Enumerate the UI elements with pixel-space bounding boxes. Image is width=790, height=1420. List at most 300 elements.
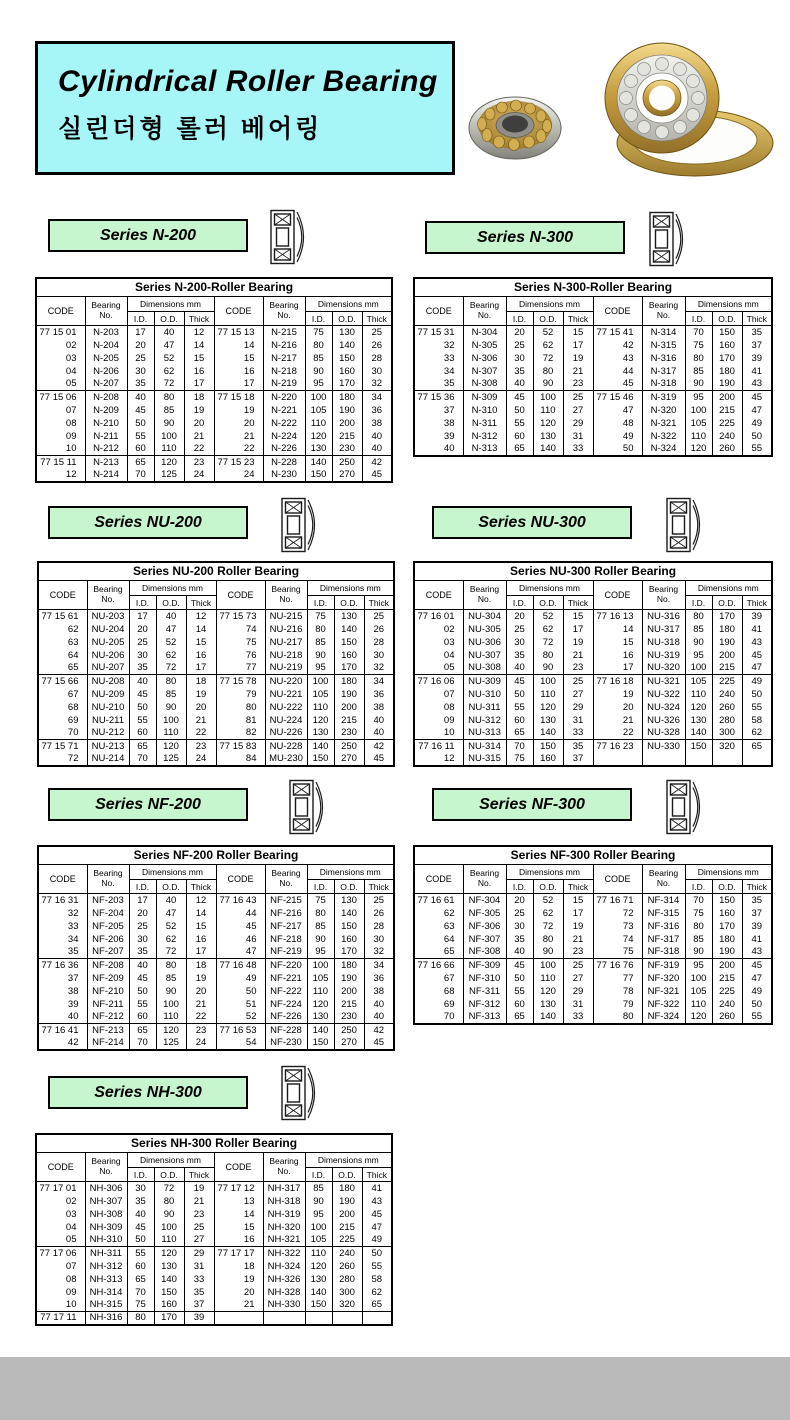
id-cell: 25: [129, 636, 156, 649]
bearing-no-cell: NH-313: [85, 1273, 127, 1286]
bearing-no-cell: NU-319: [642, 649, 685, 662]
table-series-nf200: [37, 845, 393, 1051]
id-cell: 55: [506, 417, 533, 430]
id-cell: 65: [129, 1024, 156, 1037]
thick-cell: 42: [364, 740, 394, 753]
code-cell: 12: [414, 753, 463, 766]
thick-cell: 21: [186, 714, 216, 727]
code-cell: 04: [414, 649, 463, 662]
code-cell: 75: [593, 946, 642, 959]
od-cell: 150: [334, 920, 364, 933]
bearing-no-cell: NU-203: [87, 610, 129, 623]
bearing-no-cell: NU-226: [265, 727, 307, 740]
bearing-no-cell: N-219: [263, 378, 305, 391]
table-title: Series NF-200 Roller Bearing: [38, 846, 394, 865]
od-cell: 170: [334, 946, 364, 959]
thick-cell: 49: [742, 985, 772, 998]
bearing-no-header: Bearing No.: [263, 297, 305, 326]
code-cell: 07: [414, 688, 463, 701]
od-cell: 110: [533, 688, 563, 701]
id-cell: 105: [307, 688, 334, 701]
dimensions-header: Dimensions mm: [127, 297, 214, 312]
code-cell: 70: [414, 1011, 463, 1024]
code-cell: 17: [593, 662, 642, 675]
bearing-no-cell: NF-322: [642, 998, 685, 1011]
bearing-no-cell: NH-317: [263, 1182, 305, 1195]
bearing-no-cell: NF-314: [642, 894, 685, 907]
od-cell: 85: [154, 404, 184, 417]
od-cell: 170: [712, 352, 742, 365]
thick-cell: 43: [742, 378, 772, 391]
thick-cell: 23: [563, 946, 593, 959]
bearing-no-header: Bearing No.: [265, 865, 307, 894]
id-cell: [305, 1312, 332, 1325]
id-cell: 55: [127, 430, 154, 443]
code-cell: 67: [414, 972, 463, 985]
code-cell: 20: [214, 1286, 263, 1299]
id-cell: 150: [307, 1037, 334, 1050]
code-cell: 68: [414, 985, 463, 998]
od-cell: 215: [334, 714, 364, 727]
bearing-no-cell: NU-211: [87, 714, 129, 727]
bearing-no-cell: NF-207: [87, 946, 129, 959]
series-header-n200: [48, 219, 248, 252]
code-cell: 15: [593, 636, 642, 649]
bearing-no-cell: NF-212: [87, 1011, 129, 1024]
bearing-no-cell: NU-316: [642, 610, 685, 623]
od-cell: 90: [154, 417, 184, 430]
bearing-no-cell: N-304: [463, 326, 506, 339]
code-header: CODE: [216, 581, 265, 610]
id-cell: 105: [685, 417, 712, 430]
table-row: [38, 998, 394, 1011]
id-cell: 140: [685, 727, 712, 740]
od-cell: 150: [154, 1286, 184, 1299]
thick-cell: 29: [563, 701, 593, 714]
thick-cell: 20: [186, 701, 216, 714]
thick-cell: 27: [563, 972, 593, 985]
id-cell: 95: [685, 391, 712, 404]
id-cell: 110: [685, 998, 712, 1011]
table-row: [38, 753, 394, 766]
code-cell: 45: [593, 378, 642, 391]
id-cell: 45: [506, 959, 533, 972]
id-cell: 45: [129, 972, 156, 985]
id-cell: 80: [307, 907, 334, 920]
bearing-no-cell: NU-308: [463, 662, 506, 675]
id-cell: 100: [307, 959, 334, 972]
id-header: I.D.: [305, 312, 332, 326]
table-row: [36, 1208, 392, 1221]
bearing-no-cell: NU-307: [463, 649, 506, 662]
table-row: [414, 391, 772, 404]
id-header: I.D.: [506, 596, 533, 610]
thick-cell: 17: [563, 339, 593, 352]
thick-cell: 37: [563, 753, 593, 766]
id-cell: 85: [307, 920, 334, 933]
code-cell: 21: [593, 714, 642, 727]
id-cell: 105: [685, 675, 712, 688]
id-cell: 120: [307, 714, 334, 727]
bearing-cross-section-icon: [277, 496, 325, 554]
od-cell: 240: [712, 430, 742, 443]
table-row: [414, 675, 772, 688]
od-cell: 62: [533, 623, 563, 636]
id-cell: 20: [506, 326, 533, 339]
od-cell: 250: [334, 740, 364, 753]
id-cell: 50: [129, 985, 156, 998]
bearing-no-cell: N-313: [463, 443, 506, 456]
bearing-no-cell: NU-221: [265, 688, 307, 701]
title-banner: [35, 41, 455, 175]
code-cell: 21: [214, 1299, 263, 1312]
series-header-nu200: [48, 506, 248, 539]
thick-cell: 36: [364, 688, 394, 701]
table-row: [414, 623, 772, 636]
bearing-no-cell: NF-311: [463, 985, 506, 998]
od-cell: 150: [712, 326, 742, 339]
bearing-no-cell: N-318: [642, 378, 685, 391]
bearing-no-cell: NU-205: [87, 636, 129, 649]
bearing-cross-section-icon: [662, 496, 710, 554]
od-cell: 160: [154, 1299, 184, 1312]
table-row: [38, 972, 394, 985]
code-cell: 64: [38, 649, 87, 662]
code-cell: 74: [593, 933, 642, 946]
thick-cell: 20: [184, 417, 214, 430]
thick-cell: 65: [742, 740, 772, 753]
od-cell: 260: [712, 1011, 742, 1024]
table-series-nf300: [413, 845, 771, 1025]
thick-cell: 45: [742, 649, 772, 662]
od-header: O.D.: [332, 312, 362, 326]
id-cell: 40: [506, 662, 533, 675]
od-cell: 250: [334, 1024, 364, 1037]
id-cell: 55: [506, 985, 533, 998]
thick-cell: 35: [563, 740, 593, 753]
code-cell: 05: [36, 378, 85, 391]
bearing-no-cell: N-215: [263, 326, 305, 339]
code-cell: 50: [593, 443, 642, 456]
table-row: [38, 623, 394, 636]
od-cell: 180: [712, 623, 742, 636]
table-row: [38, 727, 394, 740]
table-row: [414, 443, 772, 456]
code-cell: 10: [414, 727, 463, 740]
id-cell: 105: [685, 985, 712, 998]
id-cell: 90: [307, 933, 334, 946]
table-row: [36, 391, 392, 404]
od-header: O.D.: [154, 312, 184, 326]
table-row: [38, 740, 394, 753]
code-cell: 49: [216, 972, 265, 985]
thick-cell: 50: [742, 430, 772, 443]
od-cell: 62: [154, 365, 184, 378]
id-cell: 75: [685, 339, 712, 352]
roller-bearing-table: [413, 845, 773, 1025]
bearing-no-cell: NF-221: [265, 972, 307, 985]
id-cell: 35: [127, 378, 154, 391]
od-cell: 110: [533, 404, 563, 417]
code-cell: [593, 753, 642, 766]
thick-cell: 15: [563, 894, 593, 907]
od-cell: 280: [712, 714, 742, 727]
id-cell: 17: [127, 326, 154, 339]
bearing-no-cell: N-224: [263, 430, 305, 443]
thick-cell: 26: [362, 339, 392, 352]
bearing-no-cell: NF-217: [265, 920, 307, 933]
bearing-no-cell: NF-224: [265, 998, 307, 1011]
table-row: [414, 636, 772, 649]
id-cell: 20: [129, 623, 156, 636]
code-cell: 62: [38, 623, 87, 636]
id-cell: 50: [506, 688, 533, 701]
od-cell: 215: [712, 662, 742, 675]
bearing-no-cell: N-315: [642, 339, 685, 352]
table-row: [38, 907, 394, 920]
od-cell: 140: [332, 339, 362, 352]
id-cell: 80: [685, 352, 712, 365]
code-cell: 44: [593, 365, 642, 378]
bearing-no-cell: NF-230: [265, 1037, 307, 1050]
thick-cell: 35: [742, 326, 772, 339]
table-row: [414, 701, 772, 714]
table-title: Series N-300-Roller Bearing: [414, 278, 772, 297]
bearing-no-cell: NF-307: [463, 933, 506, 946]
code-cell: 64: [414, 933, 463, 946]
id-cell: 70: [127, 1286, 154, 1299]
id-cell: 105: [307, 972, 334, 985]
od-cell: 72: [154, 378, 184, 391]
thick-header: Thick: [186, 596, 216, 610]
thick-cell: 28: [364, 920, 394, 933]
code-cell: 16: [214, 365, 263, 378]
code-cell: 80: [216, 701, 265, 714]
od-cell: 120: [154, 456, 184, 469]
thick-cell: 23: [184, 456, 214, 469]
table-row: [36, 339, 392, 352]
thick-cell: 34: [364, 675, 394, 688]
code-cell: 77 16 13: [593, 610, 642, 623]
id-cell: 60: [127, 443, 154, 456]
code-cell: 77 16 36: [38, 959, 87, 972]
code-header: CODE: [214, 297, 263, 326]
bearing-no-cell: N-203: [85, 326, 127, 339]
code-cell: 08: [414, 701, 463, 714]
thick-cell: 29: [563, 985, 593, 998]
thick-cell: 30: [364, 933, 394, 946]
table-row: [38, 933, 394, 946]
id-cell: 65: [506, 727, 533, 740]
od-cell: 47: [156, 623, 186, 636]
code-cell: 03: [36, 1208, 85, 1221]
id-cell: 55: [127, 1247, 154, 1260]
id-cell: 35: [129, 662, 156, 675]
code-cell: 19: [593, 688, 642, 701]
table-row: [38, 688, 394, 701]
code-cell: 77 15 71: [38, 740, 87, 753]
od-cell: 72: [156, 946, 186, 959]
code-cell: 72: [593, 907, 642, 920]
code-cell: 42: [38, 1037, 87, 1050]
thick-cell: 12: [184, 326, 214, 339]
id-cell: 60: [129, 1011, 156, 1024]
id-cell: 65: [506, 443, 533, 456]
bearing-no-cell: NH-320: [263, 1221, 305, 1234]
thick-cell: 24: [186, 753, 216, 766]
bearing-no-cell: NF-218: [265, 933, 307, 946]
code-cell: 13: [214, 1195, 263, 1208]
dimensions-header: Dimensions mm: [685, 865, 772, 880]
thick-cell: 38: [362, 417, 392, 430]
bearing-no-header: Bearing No.: [463, 581, 506, 610]
od-cell: 72: [156, 662, 186, 675]
table-row: [414, 933, 772, 946]
id-header: I.D.: [127, 1168, 154, 1182]
bearing-no-cell: NF-317: [642, 933, 685, 946]
bearing-no-cell: NU-318: [642, 636, 685, 649]
table-series-n200: [35, 277, 391, 483]
bearing-no-cell: NF-205: [87, 920, 129, 933]
thick-header: Thick: [563, 312, 593, 326]
code-header: CODE: [414, 865, 463, 894]
code-cell: 35: [414, 378, 463, 391]
code-cell: 70: [38, 727, 87, 740]
id-cell: 60: [506, 998, 533, 1011]
od-cell: 230: [334, 1011, 364, 1024]
bearing-no-cell: N-204: [85, 339, 127, 352]
bearing-cross-section-icon: [645, 210, 693, 268]
bearing-no-cell: NU-220: [265, 675, 307, 688]
table-row: [38, 985, 394, 998]
code-cell: 81: [216, 714, 265, 727]
thick-cell: 33: [184, 1273, 214, 1286]
bearing-no-cell: NU-315: [463, 753, 506, 766]
roller-bearing-table: [413, 561, 773, 767]
code-cell: 05: [414, 662, 463, 675]
id-cell: 70: [506, 740, 533, 753]
code-cell: 40: [414, 443, 463, 456]
table-row: [414, 972, 772, 985]
od-header: O.D.: [712, 312, 742, 326]
bearing-no-cell: NU-217: [265, 636, 307, 649]
od-cell: 72: [533, 920, 563, 933]
table-row: [38, 649, 394, 662]
id-cell: 110: [685, 430, 712, 443]
thick-cell: 21: [563, 649, 593, 662]
id-cell: 70: [685, 326, 712, 339]
od-cell: [332, 1312, 362, 1325]
thick-cell: 45: [364, 753, 394, 766]
table-row: [36, 430, 392, 443]
od-cell: 260: [712, 701, 742, 714]
od-cell: 120: [533, 417, 563, 430]
bearing-no-cell: N-306: [463, 352, 506, 365]
thick-cell: 35: [742, 894, 772, 907]
thick-cell: 28: [364, 636, 394, 649]
bearing-no-cell: N-211: [85, 430, 127, 443]
bearing-cross-section-icon: [277, 1064, 325, 1122]
od-cell: 62: [156, 649, 186, 662]
od-cell: 125: [156, 753, 186, 766]
bearing-no-cell: N-320: [642, 404, 685, 417]
od-cell: 90: [154, 1208, 184, 1221]
bearing-no-cell: NU-215: [265, 610, 307, 623]
id-cell: 35: [506, 649, 533, 662]
code-cell: 42: [593, 339, 642, 352]
dimensions-header: Dimensions mm: [307, 581, 394, 596]
dimensions-header: Dimensions mm: [506, 865, 593, 880]
bearing-no-cell: NU-321: [642, 675, 685, 688]
thick-cell: 41: [742, 933, 772, 946]
code-header: CODE: [36, 297, 85, 326]
bearing-no-cell: NU-312: [463, 714, 506, 727]
code-cell: 77 15 31: [414, 326, 463, 339]
table-row: [38, 610, 394, 623]
id-cell: 40: [129, 675, 156, 688]
thick-cell: 30: [362, 365, 392, 378]
table-title: Series NU-200 Roller Bearing: [38, 562, 394, 581]
code-cell: 39: [38, 998, 87, 1011]
od-cell: 120: [156, 740, 186, 753]
bearing-no-cell: NF-211: [87, 998, 129, 1011]
table-row: [414, 417, 772, 430]
id-cell: 30: [506, 352, 533, 365]
id-cell: 65: [506, 1011, 533, 1024]
thick-cell: 40: [364, 998, 394, 1011]
id-cell: 85: [685, 365, 712, 378]
od-cell: 47: [154, 339, 184, 352]
thick-cell: 14: [186, 907, 216, 920]
id-cell: 150: [307, 753, 334, 766]
bearing-no-cell: [263, 1312, 305, 1325]
bearing-no-cell: NF-215: [265, 894, 307, 907]
od-cell: 85: [156, 688, 186, 701]
thick-cell: 20: [186, 985, 216, 998]
thick-cell: 36: [364, 972, 394, 985]
od-cell: 160: [712, 907, 742, 920]
thick-cell: 58: [742, 714, 772, 727]
od-cell: 170: [154, 1312, 184, 1325]
code-header: CODE: [414, 297, 463, 326]
code-cell: 77 16 66: [414, 959, 463, 972]
id-cell: 130: [307, 727, 334, 740]
code-header: CODE: [38, 865, 87, 894]
code-cell: 54: [216, 1037, 265, 1050]
id-header: I.D.: [129, 880, 156, 894]
code-cell: 77 15 41: [593, 326, 642, 339]
id-cell: 95: [307, 946, 334, 959]
id-cell: 150: [305, 469, 332, 482]
thick-cell: 32: [364, 662, 394, 675]
thick-cell: 17: [186, 946, 216, 959]
bearing-no-cell: NH-321: [263, 1234, 305, 1247]
id-cell: 100: [685, 972, 712, 985]
table-title: Series NU-300 Roller Bearing: [414, 562, 772, 581]
od-cell: 52: [154, 352, 184, 365]
code-cell: 32: [414, 339, 463, 352]
id-cell: 85: [685, 933, 712, 946]
id-cell: 75: [506, 753, 533, 766]
code-cell: 33: [38, 920, 87, 933]
code-cell: 77 16 61: [414, 894, 463, 907]
bearing-no-header: Bearing No.: [642, 865, 685, 894]
code-cell: 68: [38, 701, 87, 714]
od-cell: 130: [334, 894, 364, 907]
bearing-no-header: Bearing No.: [463, 297, 506, 326]
bearing-no-cell: N-317: [642, 365, 685, 378]
od-cell: 200: [334, 701, 364, 714]
